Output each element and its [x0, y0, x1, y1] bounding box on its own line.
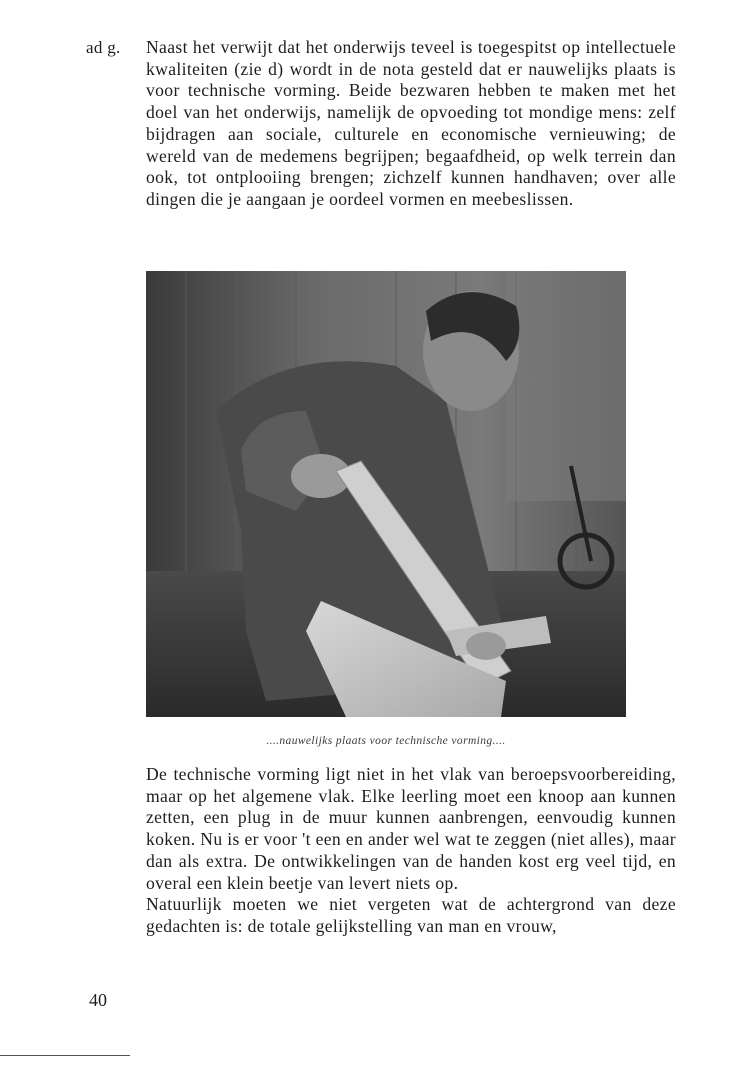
paragraph-intro-text: Naast het verwijt dat het onderwijs teveel is toegespitst op intellectuele kwaliteiten (zie d) wordt in de nota gesteld dat er nauwelijks plaats is voor technische vorming. Beide bezwaren hebben te maken met het doel van het onderwijs, namelijk de opvoeding tot mondige mens: zelf bijdragen aan sociale, culturele en economische vernieuwing; de wereld van de medemens begrijpen; begaafdheid, op welk terrein dan ook, tot ontplooiing brengen; zichzelf kunnen handhaven; over alle dingen die je aangaan je oordeel vormen en meebeslissen. — [146, 37, 676, 209]
paragraph-label: ad g. — [86, 38, 121, 57]
footer-rule — [0, 1055, 130, 1056]
page-number: 40 — [89, 990, 107, 1010]
photo-boy-sawing-wood — [146, 271, 626, 717]
paragraph-technical-training — [146, 764, 676, 938]
paragraph-intro — [146, 37, 676, 211]
paragraph-technical-training-text: De technische vorming ligt niet in het vlak van beroepsvoorbereiding, maar op het algemene vlak. Elke leerling moet een knoop aan kunnen zetten, een plug in de muur kunnen aanbrengen, eenvoudig kunnen koken. Nu is er voor 't een en ander wel wat te zeggen (niet alles), maar dan als extra. De ontwikkelingen van de handen kost erg veel tijd, en overal een klein beetje van levert niets op. — [146, 764, 676, 893]
photo-caption: ....nauwelijks plaats voor technische vorming.... — [266, 735, 506, 747]
paragraph-background-text: Natuurlijk moeten we niet vergeten wat de achtergrond van deze gedachten is: de totale gelijkstelling van man en vrouw, — [146, 894, 676, 936]
